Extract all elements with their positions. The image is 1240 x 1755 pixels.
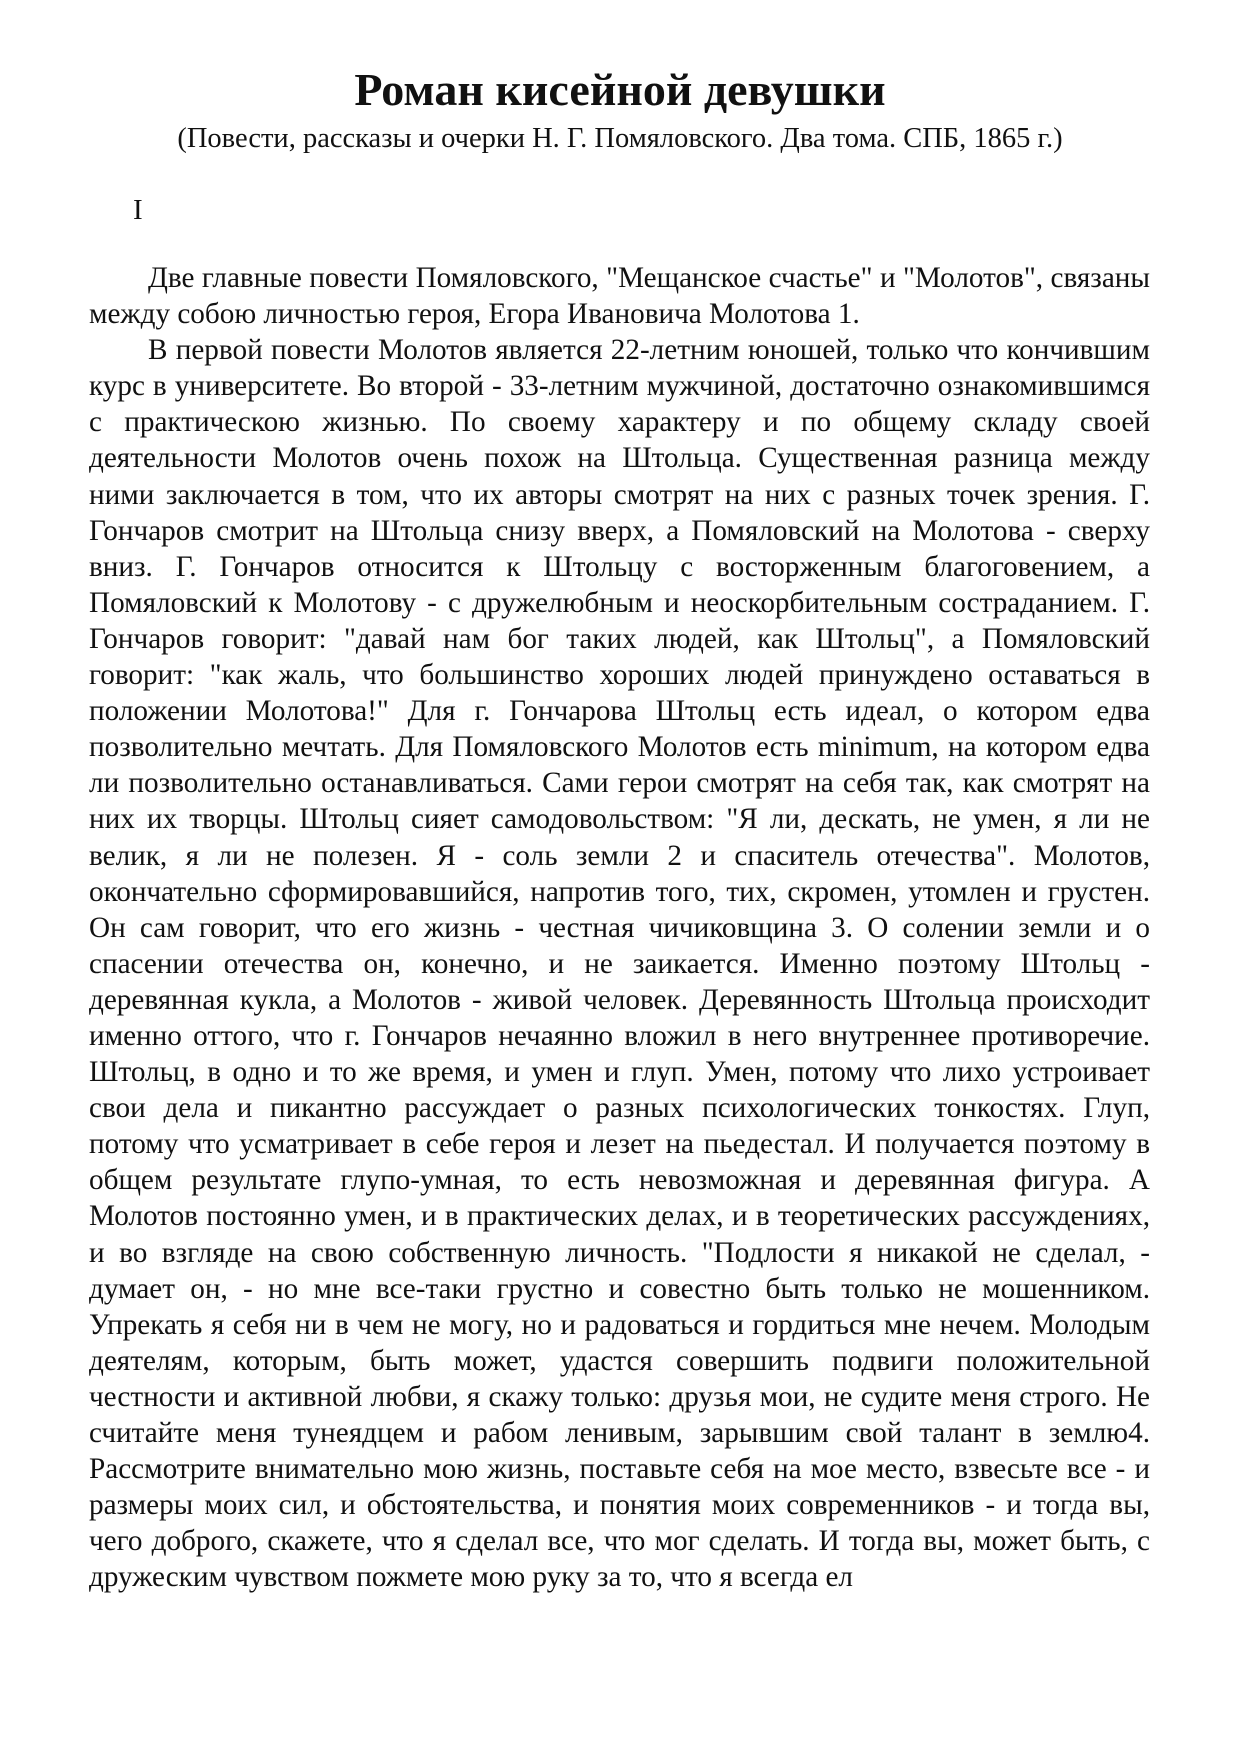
body-text (89, 260, 1150, 1595)
section-number: I (133, 194, 143, 226)
document-title: Роман кисейной девушки (354, 64, 886, 115)
document-subtitle: (Повести, рассказы и очерки Н. Г. Помяловского. Два тома. СПБ, 1865 г.) (177, 123, 1063, 154)
paragraph: В первой повести Молотов является 22-летним юношей, только что кончившим курс в университете. Во второй - 33-летним мужчиной, достаточно ознакомившимся с практическою жизнью. По своему характеру и по общему складу своей деятельности Молотов очень похож на Штольца. Существенная разница между ними заключается в том, что их авторы смотрят на них с разных точек зрения. Г. Гончаров смотрит на Штольца снизу вверх, а Помяловский на Молотова - сверху вниз. Г. Гончаров относится к Штольцу с восторженным благоговением, а Помяловский к Молотову - с дружелюбным и неоскорбительным состраданием. Г. Гончаров говорит: "давай нам бог таких людей, как Штольц", а Помяловский говорит: "как жаль, что большинство хороших людей принуждено оставаться в положении Молотова!" Для г. Гончарова Штольц есть идеал, о котором едва позволительно мечтать. Для Помяловского Молотов есть minimum, на котором едва ли позволительно останавливаться. Сами герои смотрят на себя так, как смотрят на них их творцы. Штольц сияет самодовольством: "Я ли, дескать, не умен, я ли не велик, я ли не полезен. Я - соль земли 2 и спаситель отечества". Молотов, окончательно сформировавшийся, напротив того, тих, скромен, утомлен и грустен. Он сам говорит, что его жизнь - честная чичиковщина 3. О солении земли и о спасении отечества он, конечно, и не заикается. Именно поэтому Штольц - деревянная кукла, а Молотов - живой человек. Деревянность Штольца происходит именно оттого, что г. Гончаров нечаянно вложил в него внутреннее противоречие. Штольц, в одно и то же время, и умен и глуп. Умен, потому что лихо устроивает свои дела и пикантно рассуждает о разных психологических тонкостях. Глуп, потому что усматривает в себе героя и лезет на пьедестал. И получается поэтому в общем результате глупо-умная, то есть невозможная и деревянная фигура. А Молотов постоянно умен, и в практических делах, и в теоретических рассуждениях, и во взгляде на свою собственную личность. "Подлости я никакой не сделал, - думает он, - но мне все-таки грустно и совестно быть только не мошенником. Упрекать я себя ни в чем не могу, но и радоваться и гордиться мне нечем. Молодым деятелям, которым, быть может, удастся совершить подвиги положительной честности и активной любви, я скажу только: друзья мои, не судите меня строго. Не считайте меня тунеядцем и рабом ленивым, зарывшим свой талант в землю4. Рассмотрите внимательно мою жизнь, поставьте себя на мое место, взвесьте все - и размеры моих сил, и обстоятельства, и понятия моих современников - и тогда вы, чего доброго, скажете, что я сделал все, что мог сделать. И тогда вы, может быть, с дружеским чувством пожмете мою руку за то, что я всегда ел (89, 334, 1150, 1594)
paragraph: Две главные повести Помяловского, "Мещанское счастье" и "Молотов", связаны между собою личностью героя, Егора Ивановича Молотова 1. (89, 262, 1150, 331)
